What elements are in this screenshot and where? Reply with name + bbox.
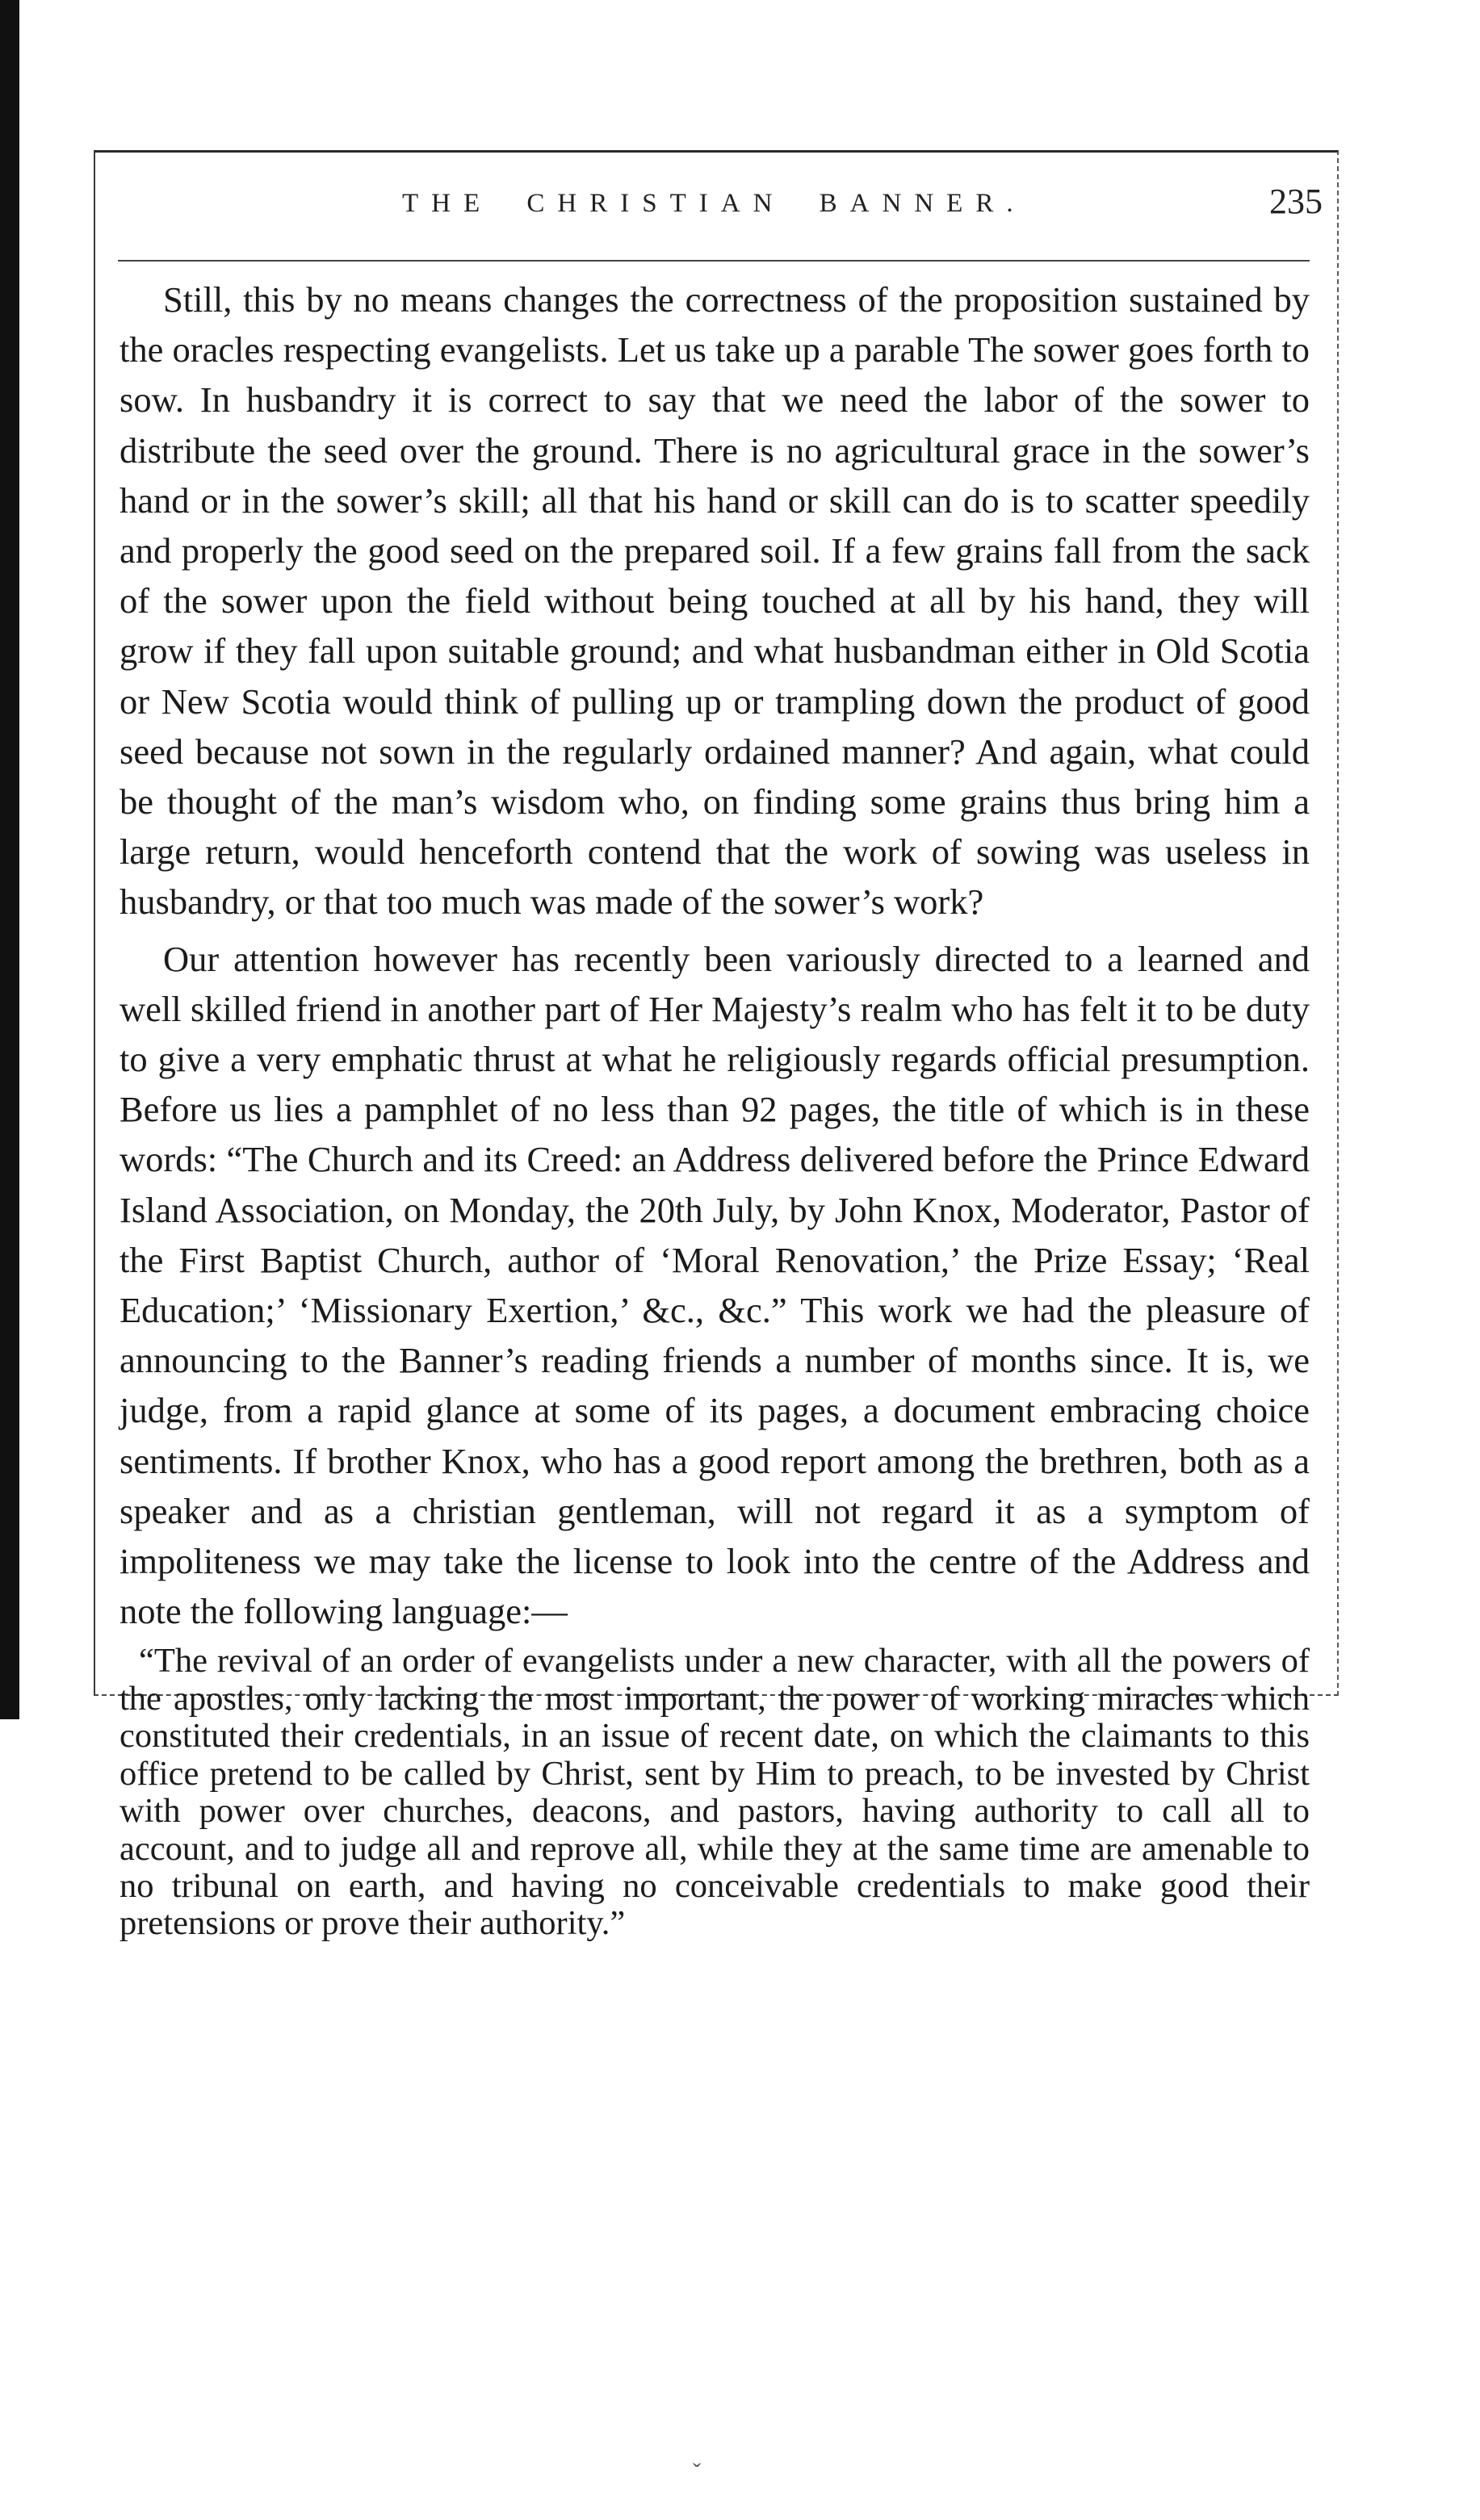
- bottom-speck: ˇ: [693, 2459, 701, 2485]
- block-quote-evangelists: “The revival of an order of evangelists under a new character, with all the powers of the apostles, only lacking the most important, the power of working miracles which constituted their credentials, in an issue of recent date, on which the claimants to this office pretend to be called by Christ, sent by Him to preach, to be invested by Christ with power over churches, deacons, and pastors, having authority to call all to account, and to judge all and reprove all, while they at the same time are amenable to no tribunal on earth, and having no conceivable credentials to make good their pretensions or prove their authority.”: [119, 1642, 1310, 1943]
- page-number: 235: [1269, 182, 1323, 221]
- running-title: THE CHRISTIAN BANNER.: [402, 189, 1026, 218]
- page-edge-bar: [0, 0, 19, 1719]
- page-header: [119, 166, 1323, 231]
- paragraph-sower-parable: Still, this by no means changes the correctness of the proposition sustained by the oracles respecting evangelists. Let us take up a parable The sower goes forth to sow. In husbandry it is correct to say that we need the labor of the sower to distribute the seed over the ground. There is no agricultural grace in the sower’s hand or in the sower’s skill; all that his hand or skill can do is to scatter speedily and properly the good seed on the prepared soil. If a few grains fall from the sack of the sower upon the field without being touched at all by his hand, they will grow if they fall upon suitable ground; and what husbandman either in Old Scotia or New Scotia would think of pulling up or trampling down the product of good seed because not sown in the regularly ordained manner? And again, what could be thought of the man’s wisdom who, on finding some grains thus bring him a large return, would henceforth contend that the work of sowing was useless in husbandry, or that too much was made of the sower’s work?: [119, 279, 1310, 923]
- page-body: [119, 274, 1310, 1943]
- header-rule: [118, 260, 1310, 262]
- paragraph-knox-pamphlet: Our attention however has recently been variously directed to a learned and well skilled friend in another part of Her Majesty’s realm who has felt it to be duty to give a very emphatic thrust at what he religiously regards official presumption. Before us lies a pamphlet of no less than 92 pages, the title of which is in these words: “The Church and its Creed: an Address delivered before the Prince Edward Island Association, on Monday, the 20th July, by John Knox, Moderator, Pastor of the First Baptist Church, author of ‘Moral Renovation,’ the Prize Essay; ‘Real Education;’ ‘Missionary Exertion,’ &c., &c.” This work we had the pleasure of announcing to the Banner’s reading friends a number of months since. It is, we judge, from a rapid glance at some of its pages, a document embracing choice sentiments. If brother Knox, who has a good report among the brethren, both as a speaker and as a christian gentleman, will not regard it as a symptom of impoliteness we may take the license to look into the centre of the Address and note the following language:—: [119, 938, 1310, 1632]
